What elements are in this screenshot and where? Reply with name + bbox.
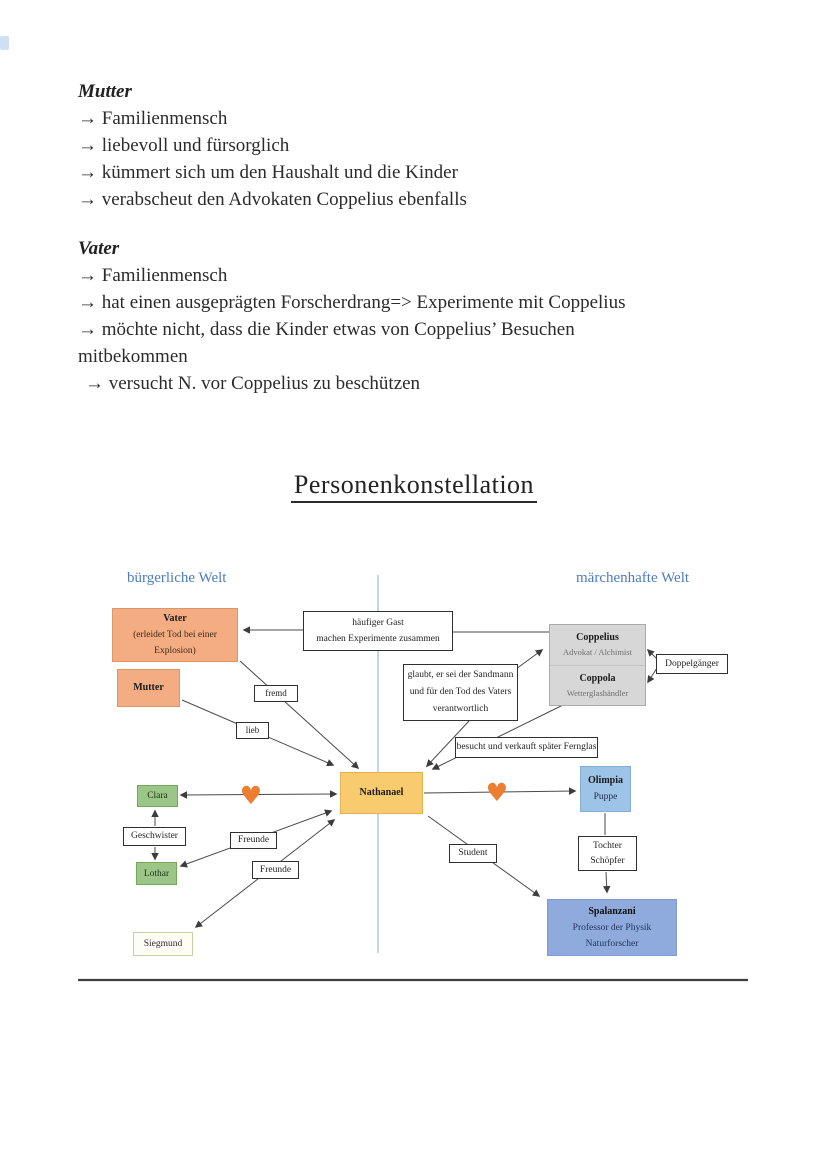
haeufiger-gast-box <box>303 611 453 651</box>
lieb-box <box>236 722 269 739</box>
note-line: mitbekommen <box>78 346 188 367</box>
lieb-label: lieb <box>245 725 260 735</box>
freunde-label: Freunde <box>259 864 292 875</box>
coppola-section <box>550 666 645 706</box>
connector-tochter-spalanzani <box>606 872 607 892</box>
world-label-maerchenhaft: märchenhafte Welt <box>576 570 690 586</box>
besucht-label: besucht und verkauft später Fernglas <box>456 742 597 752</box>
coppola-title: Coppola <box>579 672 616 684</box>
note-title-mutter: Mutter <box>78 81 132 102</box>
haeufiger-gast-line: machen Experimente zusammen <box>316 634 440 644</box>
note-line: → Familienmensch <box>78 265 228 286</box>
clara-label: Clara <box>147 791 168 801</box>
spalanzani-subtitle: Naturforscher <box>585 938 639 949</box>
note-line: → kümmert sich um den Haushalt und die Kinder <box>78 162 458 183</box>
note-line: → Familienmensch <box>78 108 228 129</box>
nathanael-title: Nathanael <box>359 787 404 798</box>
haeufiger-gast-line: häufiger Gast <box>352 618 404 628</box>
connector-glaubt-coppelius <box>516 650 542 669</box>
heart-icon: ♥ <box>239 781 263 810</box>
student-box <box>449 844 497 863</box>
note-line: → hat einen ausgeprägten Forscherdrang=> Experimente mit Coppelius <box>78 292 626 313</box>
scan-artifact <box>0 36 9 50</box>
coppola-subtitle: Wetterglashändler <box>566 687 629 698</box>
besucht-box <box>455 737 598 758</box>
spalanzani-title: Spalanzani <box>588 905 636 917</box>
note-line: → versucht N. vor Coppelius zu beschützen <box>85 373 421 394</box>
vater-box <box>112 608 238 662</box>
note-title-vater: Vater <box>78 238 120 259</box>
mutter-box <box>117 669 180 707</box>
vater-box-note: Explosion) <box>154 646 196 656</box>
heading-row <box>0 470 828 503</box>
heart-icon: ♥ <box>485 778 509 807</box>
notes-section <box>78 78 625 397</box>
glaubt-line: und für den Tod des Vaters <box>409 687 512 697</box>
note-line: → verabscheut den Advokaten Coppelius ebenfalls <box>78 189 467 210</box>
freunde-box <box>230 832 277 849</box>
geschwister-box <box>123 827 186 846</box>
spalanzani-box <box>547 899 677 956</box>
freunde-box <box>252 861 299 879</box>
spacer <box>78 213 625 235</box>
note-line: → möchte nicht, dass die Kinder etwas von Coppelius’ Besuchen <box>78 319 575 340</box>
lothar-label: Lothar <box>143 868 170 879</box>
page-title: Personenkonstellation <box>291 470 537 503</box>
freunde-label: Freunde <box>237 835 270 845</box>
student-label: Student <box>458 848 488 858</box>
coppelius-title: Coppelius <box>576 632 619 644</box>
siegmund-box <box>133 932 193 956</box>
world-label-buergerlich: bürgerliche Welt <box>127 570 227 586</box>
geschwister-label: Geschwister <box>131 831 178 841</box>
tochter-label: Tochter <box>593 840 622 851</box>
coppelius-box <box>549 624 646 706</box>
mutter-box-title: Mutter <box>133 682 164 693</box>
nathanael-box <box>340 772 423 814</box>
doppelgaenger-label: Doppelgänger <box>665 658 719 669</box>
coppelius-subtitle: Advokat / Alchimist <box>563 647 632 658</box>
fremd-label: fremd <box>265 688 287 698</box>
olimpia-subtitle: Puppe <box>593 792 618 802</box>
schoepfer-label: Schöpfer <box>590 855 625 866</box>
siegmund-label: Siegmund <box>143 938 183 949</box>
olimpia-box <box>580 766 631 812</box>
clara-box <box>137 785 178 807</box>
vater-box-note: (erleidet Tod bei einer <box>133 630 217 640</box>
olimpia-title: Olimpia <box>587 775 623 786</box>
doppelgaenger-box <box>656 654 728 674</box>
glaubt-box <box>403 664 518 721</box>
glaubt-line: glaubt, er sei der Sandmann <box>407 670 514 680</box>
fremd-box <box>254 685 298 702</box>
lothar-box <box>136 862 177 885</box>
glaubt-line: verantwortlich <box>432 704 489 714</box>
coppelius-section <box>550 625 645 666</box>
connector-vater-nathanael <box>240 661 358 768</box>
note-line: → liebevoll und fürsorglich <box>78 135 290 156</box>
vater-box-title: Vater <box>163 613 187 624</box>
spalanzani-subtitle: Professor der Physik <box>572 922 652 933</box>
tochter-schoepfer-box <box>578 836 637 871</box>
